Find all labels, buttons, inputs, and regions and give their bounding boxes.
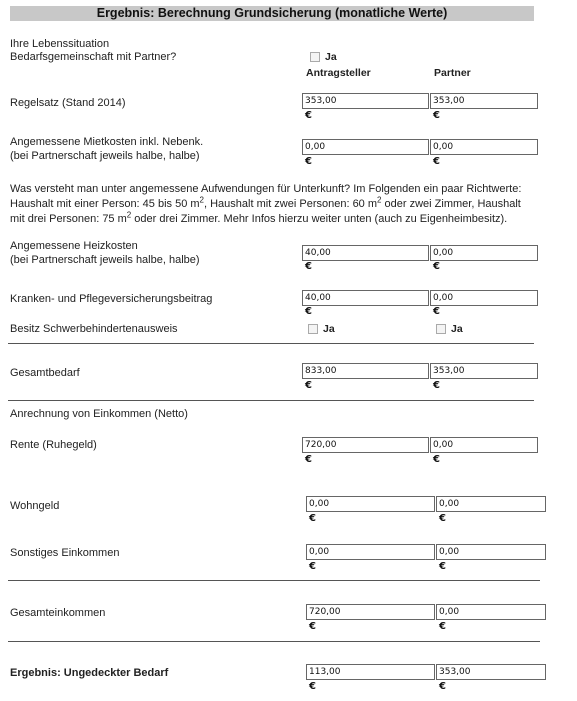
heiz-partner-currency: € bbox=[433, 261, 440, 272]
wohngeld-label: Wohngeld bbox=[10, 500, 60, 512]
wohngeld-partner-input[interactable] bbox=[436, 496, 546, 512]
kranken-partner-input[interactable] bbox=[430, 290, 538, 306]
sonstiges-partner-currency: € bbox=[439, 561, 446, 572]
schwerbehindert-applicant-label: Ja bbox=[323, 323, 335, 335]
column-header-applicant: Antragsteller bbox=[306, 67, 371, 79]
info-paragraph bbox=[10, 182, 540, 227]
rente-label: Rente (Ruhegeld) bbox=[10, 439, 97, 451]
sonstiges-applicant-currency: € bbox=[309, 561, 316, 572]
regelsatz-label: Regelsatz (Stand 2014) bbox=[10, 97, 126, 109]
ergebnis-applicant-input[interactable] bbox=[306, 664, 435, 680]
gesamteinkommen-label: Gesamteinkommen bbox=[10, 607, 106, 619]
miete-applicant-input[interactable] bbox=[302, 139, 429, 155]
gesamteinkommen-partner-currency: € bbox=[439, 621, 446, 632]
divider bbox=[8, 641, 540, 642]
situation-heading: Ihre Lebenssituation bbox=[10, 38, 110, 50]
miete-partner-currency: € bbox=[433, 156, 440, 167]
gesamtbedarf-applicant-input[interactable] bbox=[302, 363, 429, 379]
rente-partner-input[interactable] bbox=[430, 437, 538, 453]
gesamtbedarf-partner-input[interactable] bbox=[430, 363, 538, 379]
heiz-partner-input[interactable] bbox=[430, 245, 538, 261]
column-header-partner: Partner bbox=[434, 67, 471, 79]
rente-applicant-currency: € bbox=[305, 454, 312, 465]
regelsatz-partner-input[interactable] bbox=[430, 93, 538, 109]
gesamteinkommen-partner-input[interactable] bbox=[436, 604, 546, 620]
partner-checkbox-label: Ja bbox=[325, 51, 337, 63]
heiz-label: Angemessene Heizkosten bbox=[10, 240, 138, 252]
divider bbox=[8, 343, 534, 344]
ergebnis-partner-input[interactable] bbox=[436, 664, 546, 680]
gesamtbedarf-partner-currency: € bbox=[433, 380, 440, 391]
superscript-2: 2 bbox=[377, 195, 382, 205]
info-line-2b: , Haushalt mit zwei Personen: 60 m bbox=[204, 198, 378, 210]
schwerbehindert-applicant-checkbox[interactable] bbox=[308, 324, 318, 334]
ergebnis-partner-currency: € bbox=[439, 681, 446, 692]
heiz-applicant-input[interactable] bbox=[302, 245, 429, 261]
miete-partner-input[interactable] bbox=[430, 139, 538, 155]
kranken-applicant-currency: € bbox=[305, 306, 312, 317]
schwerbehindert-partner-label: Ja bbox=[451, 323, 463, 335]
rente-applicant-input[interactable] bbox=[302, 437, 429, 453]
kranken-applicant-input[interactable] bbox=[302, 290, 429, 306]
superscript-2: 2 bbox=[126, 210, 132, 220]
divider bbox=[8, 400, 534, 401]
superscript-2: 2 bbox=[199, 195, 204, 205]
ergebnis-applicant-currency: € bbox=[309, 681, 316, 692]
wohngeld-applicant-currency: € bbox=[309, 513, 316, 524]
gesamtbedarf-label: Gesamtbedarf bbox=[10, 367, 80, 379]
info-line-3a: mit drei Personen: 75 m bbox=[10, 213, 127, 225]
miete-label: Angemessene Mietkosten inkl. Nebenk. bbox=[10, 136, 204, 148]
rente-partner-currency: € bbox=[433, 454, 440, 465]
gesamteinkommen-applicant-currency: € bbox=[309, 621, 316, 632]
info-line-3b: oder drei Zimmer. Mehr Infos hierzu weiter unten (auch zu Eigenheimbesitz). bbox=[131, 213, 508, 225]
gesamteinkommen-applicant-input[interactable] bbox=[306, 604, 435, 620]
kranken-partner-currency: € bbox=[433, 306, 440, 317]
anrechnung-label: Anrechnung von Einkommen (Netto) bbox=[10, 408, 188, 420]
info-line-1: Was versteht man unter angemessene Aufwendungen für Unterkunft? Im Folgenden ein paar Richtwerte: bbox=[10, 183, 522, 195]
schwerbehindert-partner-checkbox[interactable] bbox=[436, 324, 446, 334]
sonstiges-partner-input[interactable] bbox=[436, 544, 546, 560]
gesamtbedarf-applicant-currency: € bbox=[305, 380, 312, 391]
wohngeld-partner-currency: € bbox=[439, 513, 446, 524]
divider bbox=[8, 580, 540, 581]
schwerbehindert-label: Besitz Schwerbehindertenausweis bbox=[10, 323, 178, 335]
heiz-applicant-currency: € bbox=[305, 261, 312, 272]
regelsatz-partner-currency: € bbox=[433, 110, 440, 121]
page-title: Ergebnis: Berechnung Grundsicherung (monatliche Werte) bbox=[10, 6, 534, 21]
miete-label-sub: (bei Partnerschaft jeweils halbe, halbe) bbox=[10, 150, 200, 162]
ergebnis-label: Ergebnis: Ungedeckter Bedarf bbox=[10, 667, 169, 679]
info-line-2a: Haushalt mit einer Person: 45 bis 50 m bbox=[10, 198, 200, 210]
partner-checkbox[interactable] bbox=[310, 52, 320, 62]
sonstiges-applicant-input[interactable] bbox=[306, 544, 435, 560]
sonstiges-label: Sonstiges Einkommen bbox=[10, 547, 120, 559]
kranken-label: Kranken- und Pflegeversicherungsbeitrag bbox=[10, 293, 213, 305]
regelsatz-applicant-input[interactable] bbox=[302, 93, 429, 109]
info-line-2c: oder zwei Zimmer, Haushalt bbox=[381, 198, 521, 210]
wohngeld-applicant-input[interactable] bbox=[306, 496, 435, 512]
miete-applicant-currency: € bbox=[305, 156, 312, 167]
regelsatz-applicant-currency: € bbox=[305, 110, 312, 121]
partner-question: Bedarfsgemeinschaft mit Partner? bbox=[10, 51, 177, 63]
heiz-label-sub: (bei Partnerschaft jeweils halbe, halbe) bbox=[10, 254, 200, 266]
